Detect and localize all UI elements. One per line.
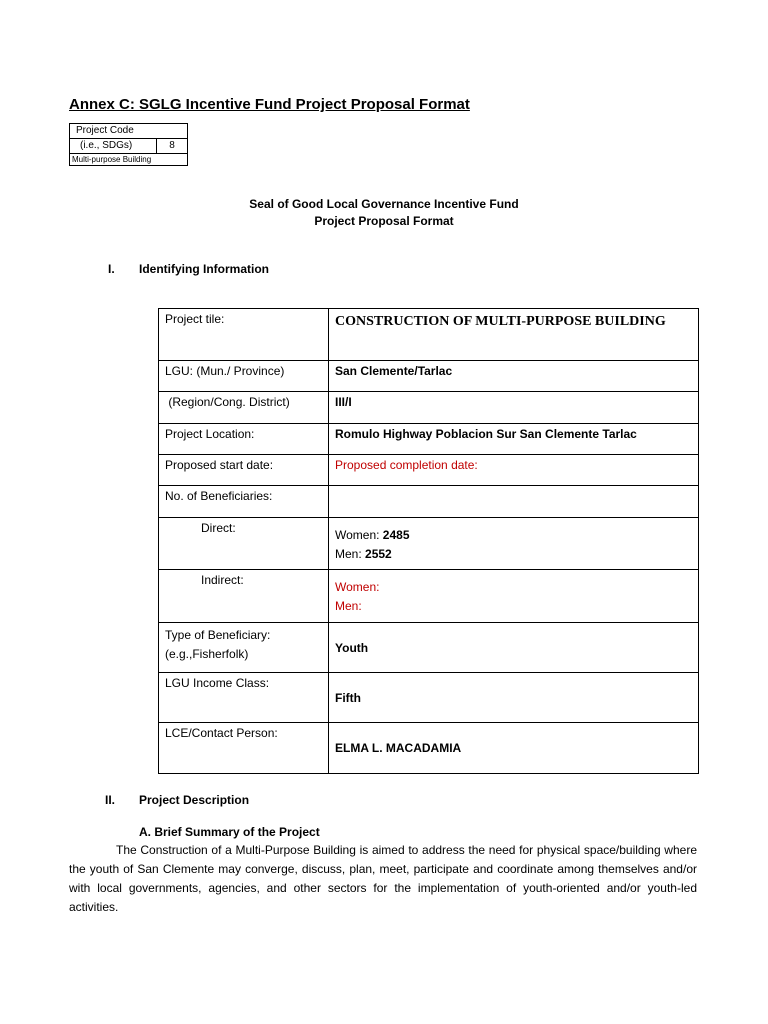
indirect-men-label: Men: xyxy=(335,599,362,613)
income-class-value: Fifth xyxy=(329,673,699,723)
direct-men-value: 2552 xyxy=(365,547,392,561)
lgu-label: LGU: (Mun./ Province) xyxy=(159,361,329,392)
project-type-label: Multi-purpose Building xyxy=(72,155,152,164)
direct-men-label: Men: xyxy=(335,547,366,561)
indirect-women-label: Women: xyxy=(335,580,380,594)
completion-date-label: Proposed completion date: xyxy=(329,455,699,486)
table-row xyxy=(159,455,699,486)
heading-line-1: Seal of Good Local Governance Incentive Fund xyxy=(249,197,519,211)
table-row xyxy=(159,723,699,774)
direct-women-label: Women: xyxy=(335,528,383,542)
annex-title: Annex C: SGLG Incentive Fund Project Proposal Format xyxy=(69,96,470,113)
beneficiary-type-label-2: (e.g.,Fisherfolk) xyxy=(165,647,249,661)
beneficiary-type-value: Youth xyxy=(329,623,699,673)
start-date-label: Proposed start date: xyxy=(159,455,329,486)
project-title-label: Project tile: xyxy=(159,309,329,361)
beneficiary-type-label-1: Type of Beneficiary: xyxy=(165,628,271,642)
identifying-info-table xyxy=(158,308,699,774)
region-value: III/I xyxy=(329,392,699,424)
direct-label: Direct: xyxy=(159,518,329,570)
table-row xyxy=(159,673,699,723)
subsection-a-title: A. Brief Summary of the Project xyxy=(139,825,320,839)
project-code-label: Project Code xyxy=(76,125,134,136)
project-code-box xyxy=(69,123,188,166)
section-2-title: Project Description xyxy=(139,793,250,807)
section-1-title: Identifying Information xyxy=(139,262,269,276)
beneficiary-type-label xyxy=(159,623,329,673)
table-row xyxy=(159,309,699,361)
indirect-label: Indirect: xyxy=(159,570,329,623)
contact-person-value: ELMA L. MACADAMIA xyxy=(329,723,699,774)
income-class-label: LGU Income Class: xyxy=(159,673,329,723)
project-title-value: CONSTRUCTION OF MULTI-PURPOSE BUILDING xyxy=(335,314,666,329)
table-row xyxy=(159,623,699,673)
sdgs-label: (i.e., SDGs) xyxy=(70,139,157,153)
section-2-number: II. xyxy=(105,793,116,807)
region-label: (Region/Cong. District) xyxy=(159,392,329,424)
table-row xyxy=(159,424,699,455)
table-row xyxy=(159,518,699,570)
table-row xyxy=(159,392,699,424)
location-value: Romulo Highway Poblacion Sur San Clemente Tarlac xyxy=(329,424,699,455)
beneficiaries-value xyxy=(329,486,699,518)
indirect-values xyxy=(329,570,699,623)
section-1-number: I. xyxy=(108,262,115,276)
summary-paragraph: The Construction of a Multi-Purpose Building is aimed to address the need for physical space/building where the youth of San Clemente may converge, discuss, plan, meet, participate and coordinate among themselves and/or with local governments, agencies, and other sectors for the implementation of youth-oriented and/or youth-led activities. xyxy=(69,843,697,914)
direct-values xyxy=(329,518,699,570)
table-row xyxy=(159,570,699,623)
sdgs-value: 8 xyxy=(169,140,175,151)
table-row xyxy=(159,361,699,392)
beneficiaries-label: No. of Beneficiaries: xyxy=(159,486,329,518)
table-row xyxy=(159,486,699,518)
direct-women-value: 2485 xyxy=(382,528,410,542)
location-label: Project Location: xyxy=(159,424,329,455)
contact-person-label: LCE/Contact Person: xyxy=(159,723,329,774)
lgu-value: San Clemente/Tarlac xyxy=(329,361,699,392)
heading-line-2: Project Proposal Format xyxy=(314,214,454,228)
